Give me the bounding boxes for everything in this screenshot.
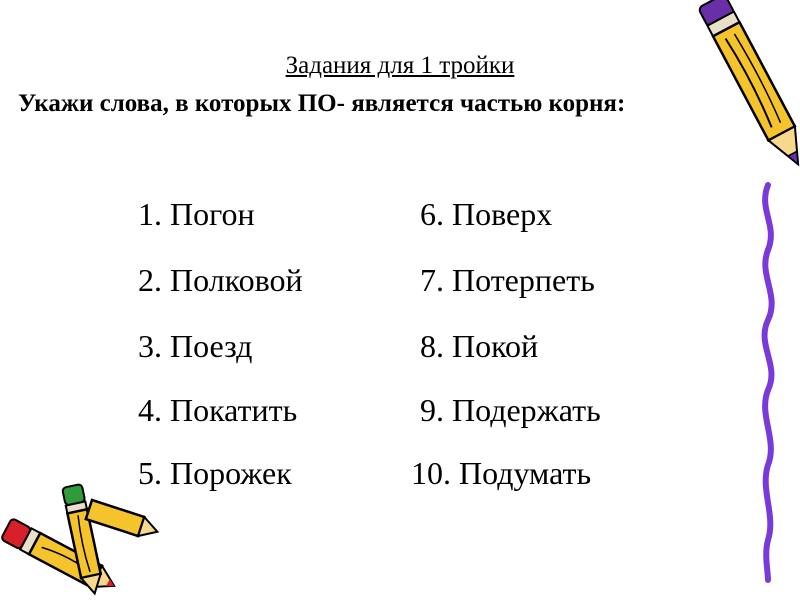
word-3: 3. Поезд [138,328,253,364]
task-instruction: Укажи слова, в которых ПО- является частью корня: [18,90,626,117]
word-10: 10. Подумать [411,455,592,491]
word-5: 5. Порожек [138,455,292,491]
purple-squiggle-line [765,185,772,580]
task-title-text: Задания для 1 тройки [285,52,515,79]
word-1: 1. Погон [138,196,255,232]
pencils-icon [0,480,180,600]
word-9: 9. Подержать [420,392,601,428]
word-6: 6. Поверх [420,196,553,232]
word-2: 2. Полковой [138,262,303,298]
word-4: 4. Покатить [138,392,298,428]
word-8: 8. Покой [420,328,539,364]
pencil-icon [640,0,800,600]
word-7: 7. Потерпеть [420,262,595,298]
